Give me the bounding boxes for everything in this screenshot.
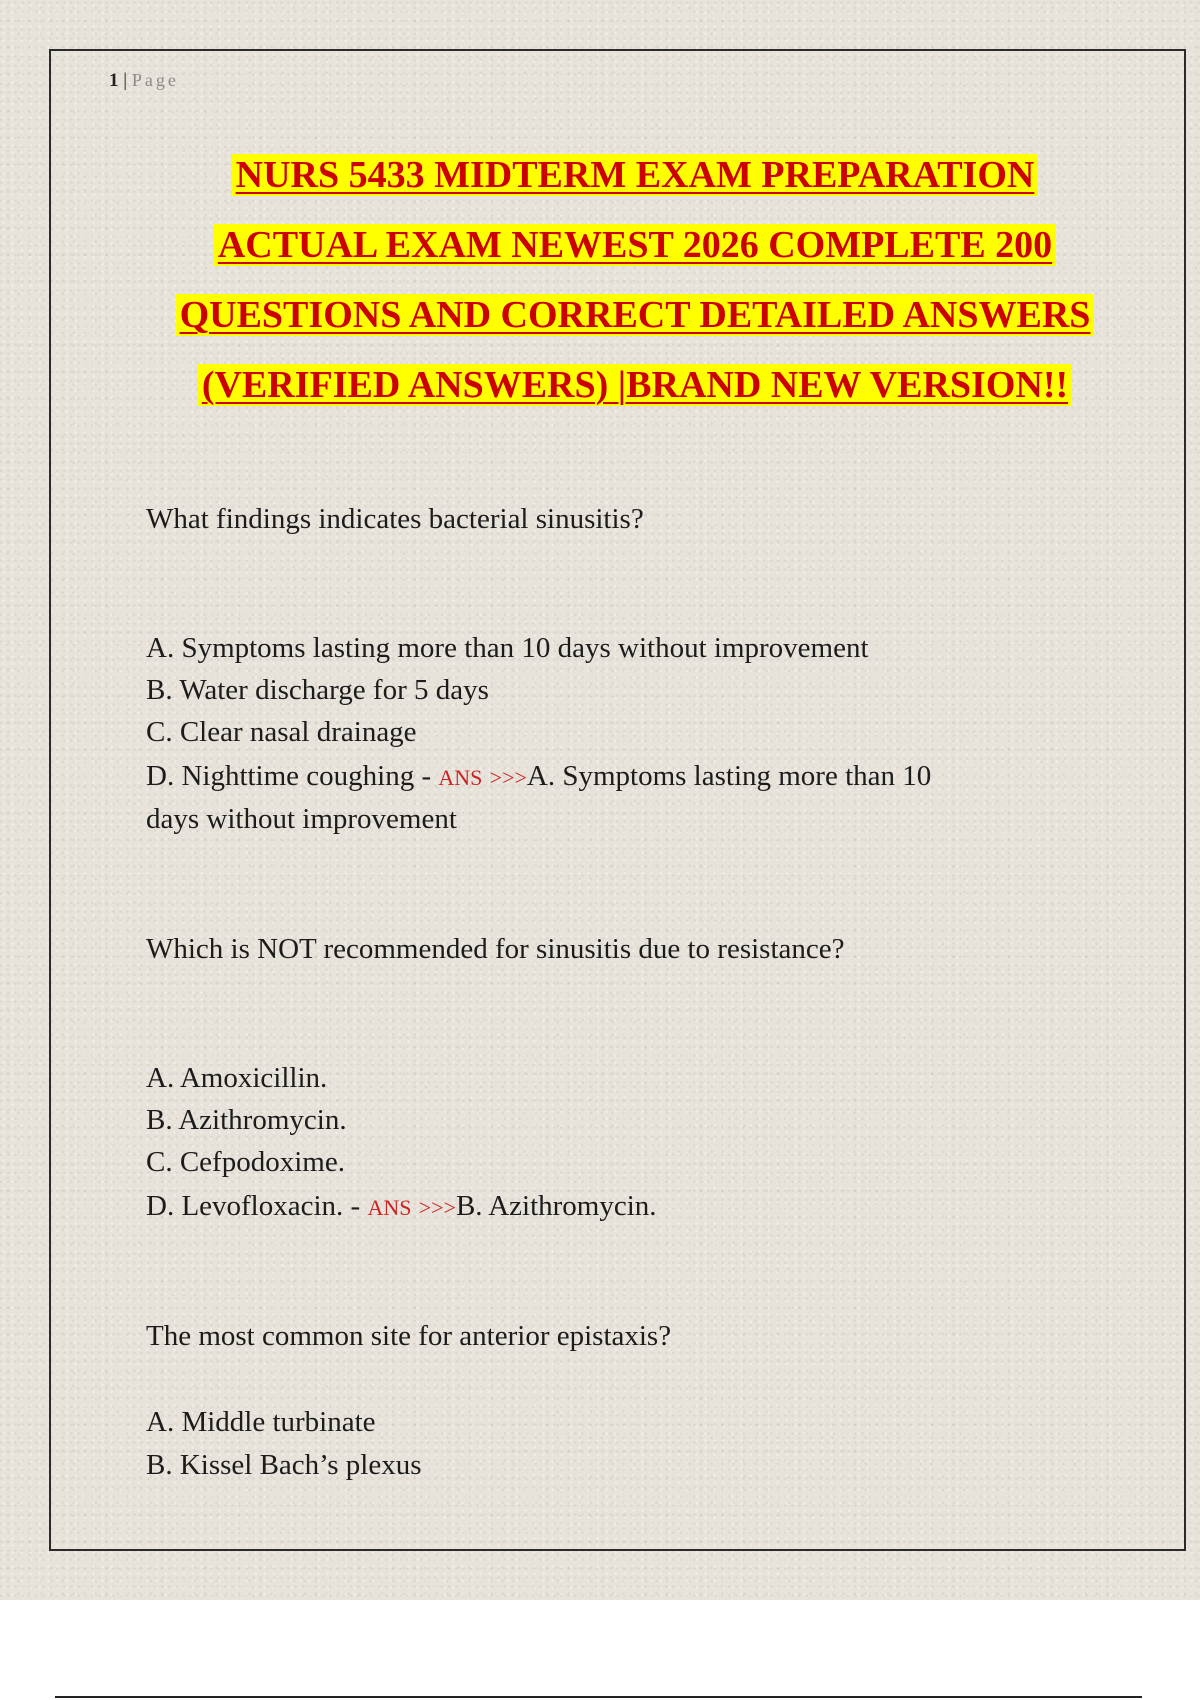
title-line-2: ACTUAL EXAM NEWEST 2026 COMPLETE 200 bbox=[214, 224, 1056, 266]
question-2-ans-arrow: >>> bbox=[418, 1195, 456, 1220]
question-1-option-c: C. Clear nasal drainage bbox=[146, 716, 417, 748]
question-1-answer-continued: days without improvement bbox=[146, 803, 457, 835]
page-number-value: 1 bbox=[109, 70, 119, 91]
question-1-option-d-line bbox=[146, 755, 931, 799]
title-line-4: (VERIFIED ANSWERS) |BRAND NEW VERSION!! bbox=[198, 364, 1072, 406]
title-line-3: QUESTIONS AND CORRECT DETAILED ANSWERS bbox=[176, 294, 1095, 336]
question-3-option-b: B. Kissel Bach’s plexus bbox=[146, 1449, 422, 1481]
question-2-option-d-line bbox=[146, 1185, 657, 1229]
title-line-1: NURS 5433 MIDTERM EXAM PREPARATION bbox=[232, 154, 1039, 196]
question-1-option-a: A. Symptoms lasting more than 10 days without improvement bbox=[146, 632, 869, 664]
question-1-ans-arrow: >>> bbox=[489, 765, 527, 790]
question-1-ans-label: ANS bbox=[438, 765, 483, 790]
question-2-option-c: C. Cefpodoxime. bbox=[146, 1146, 345, 1178]
question-2-answer: B. Azithromycin. bbox=[455, 1190, 657, 1222]
question-1-option-d: D. Nighttime coughing - bbox=[146, 760, 439, 792]
question-3-option-a: A. Middle turbinate bbox=[146, 1406, 376, 1438]
question-2-option-b: B. Azithromycin. bbox=[146, 1104, 347, 1136]
page-number-label: Page bbox=[131, 70, 179, 90]
question-2-text: Which is NOT recommended for sinusitis due to resistance? bbox=[146, 933, 845, 965]
next-page-top-rule bbox=[55, 1696, 1142, 1698]
question-2-option-a: A. Amoxicillin. bbox=[146, 1062, 328, 1094]
page-number bbox=[109, 70, 179, 92]
question-1-option-b: B. Water discharge for 5 days bbox=[146, 674, 489, 706]
question-1-answer: A. Symptoms lasting more than 10 bbox=[526, 760, 932, 792]
question-2-ans-label: ANS bbox=[367, 1195, 412, 1220]
document-title bbox=[100, 140, 1170, 420]
question-2-option-d: D. Levofloxacin. - bbox=[146, 1190, 368, 1222]
question-1-text: What findings indicates bacterial sinusitis? bbox=[146, 503, 644, 535]
question-3-text: The most common site for anterior epistaxis? bbox=[146, 1320, 672, 1352]
page-number-separator: | bbox=[123, 70, 128, 91]
